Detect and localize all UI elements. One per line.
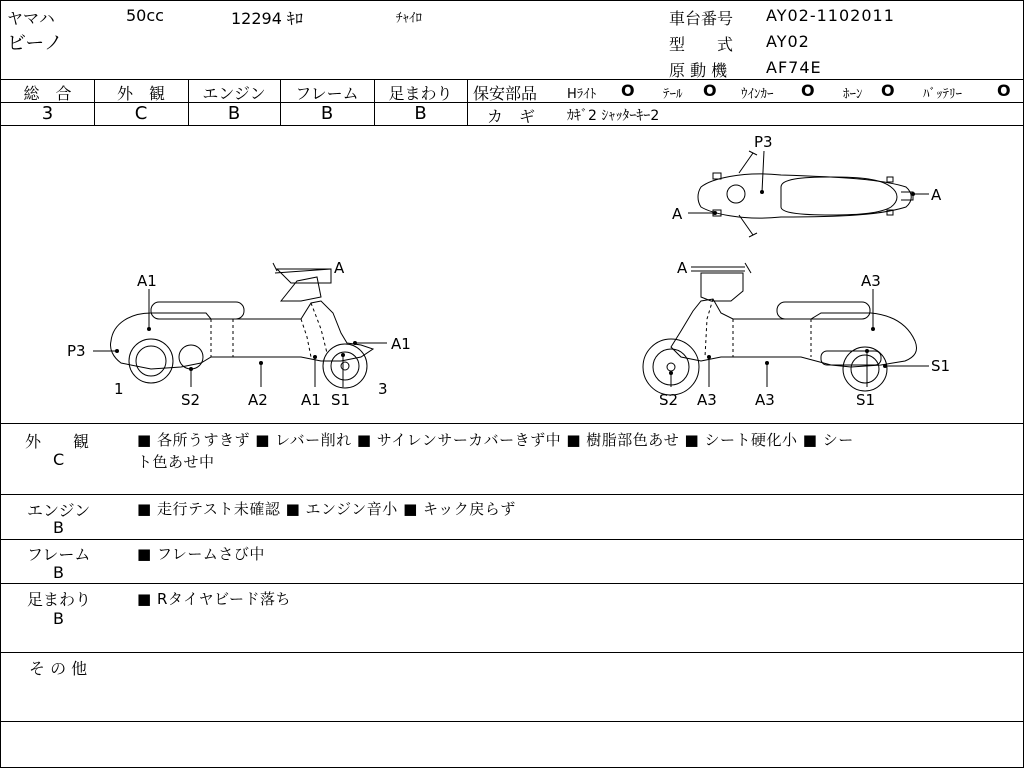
label-left-a1-front: A1 xyxy=(391,335,411,353)
model-name: ビーノ xyxy=(7,32,63,54)
section-text-frame: ■ フレームさび中 xyxy=(137,545,265,563)
maker: ヤマハ xyxy=(7,9,55,28)
label-right-s1: S1 xyxy=(931,357,951,375)
divider xyxy=(1,583,1023,584)
key-label: カ ギ xyxy=(487,107,536,126)
section-text-exterior: ■ 各所うすきず ■ レバー削れ ■ サイレンサーカバーきず中 ■ 樹脂部色あせ ■ シート硬化小 ■ シー xyxy=(137,431,854,449)
section-grade-frame: B xyxy=(53,563,64,582)
label-left-num-3: 3 xyxy=(378,380,388,398)
divider xyxy=(1,79,1023,80)
grade-value-exterior: C xyxy=(134,103,148,124)
label-left-a1-seat: A1 xyxy=(137,272,157,290)
type-label: 型 式 xyxy=(669,35,734,54)
label-right-a3-a: A3 xyxy=(697,391,717,409)
grade-label-overall: 総 合 xyxy=(23,84,72,103)
type-value: AY02 xyxy=(766,32,810,51)
grade-value-frame: B xyxy=(320,103,334,124)
safety-mark-headlight: O xyxy=(621,81,635,100)
frame-no-label: 車台番号 xyxy=(669,9,734,28)
label-left-a2: A2 xyxy=(248,391,268,409)
engine-value: AF74E xyxy=(766,58,822,77)
displacement: 50cc xyxy=(126,6,164,25)
mileage: 12294 ｷﾛ xyxy=(231,9,303,28)
divider xyxy=(1,721,1023,722)
label-left-a1-bottom: A1 xyxy=(301,391,321,409)
frame-no: AY02-1102011 xyxy=(766,6,895,25)
label-right-a-top: A xyxy=(677,259,688,277)
divider xyxy=(467,79,468,125)
safety-mark-tail: O xyxy=(703,81,717,100)
color: ﾁｬｲﾛ xyxy=(396,11,422,26)
label-right-a3-seat: A3 xyxy=(861,272,881,290)
label-top-p3: P3 xyxy=(754,133,773,151)
section-grade-suspension: B xyxy=(53,609,64,628)
safety-item-winker: ｳｲﾝｶｰ xyxy=(741,87,774,102)
grade-value-overall: 3 xyxy=(41,103,54,124)
divider xyxy=(1,494,1023,495)
section-grade-exterior: C xyxy=(53,450,65,469)
safety-item-horn: ﾎｰﾝ xyxy=(843,87,863,102)
grade-value-suspension: B xyxy=(414,103,427,124)
label-left-a-top: A xyxy=(334,259,345,277)
grade-value-engine: B xyxy=(227,103,241,124)
section-text-suspension: ■ Rタイヤビード落ち xyxy=(137,590,291,608)
label-right-s1-bottom: S1 xyxy=(856,391,876,409)
grade-label-frame: フレーム xyxy=(295,84,359,103)
section-label-suspension: 足まわり xyxy=(27,590,92,609)
divider xyxy=(467,102,1023,103)
safety-mark-horn: O xyxy=(881,81,895,100)
key-text: ｶｷﾞ2 ｼｬｯﾀｰｷｰ2 xyxy=(567,108,660,124)
section-label-other: そ の 他 xyxy=(29,659,88,678)
grade-label-engine: エンジン xyxy=(202,84,266,103)
safety-item-tail: ﾃｰﾙ xyxy=(663,87,683,102)
label-top-a-right: A xyxy=(931,186,942,204)
divider xyxy=(1,539,1023,540)
label-left-p3: P3 xyxy=(67,342,86,360)
safety-item-battery: ﾊﾞｯﾃﾘｰ xyxy=(923,87,962,102)
section-grade-engine: B xyxy=(53,518,64,537)
grade-label-suspension: 足まわり xyxy=(388,84,453,103)
label-left-s1: S1 xyxy=(331,391,351,409)
safety-mark-battery: O xyxy=(997,81,1011,100)
section-label-engine: エンジン xyxy=(27,501,91,520)
scooter-top-view xyxy=(688,151,929,237)
label-right-s2: S2 xyxy=(659,391,679,409)
engine-label: 原 動 機 xyxy=(669,61,728,80)
label-left-num-1: 1 xyxy=(114,380,124,398)
divider xyxy=(1,423,1023,424)
grade-label-exterior: 外 観 xyxy=(116,84,165,103)
label-top-a-left: A xyxy=(672,205,683,223)
safety-item-headlight: Hﾗｲﾄ xyxy=(567,87,597,102)
section-label-frame: フレーム xyxy=(27,545,91,564)
damage-diagram xyxy=(1,126,1023,423)
label-left-s2: S2 xyxy=(181,391,201,409)
section-text-exterior-2: ト色あせ中 xyxy=(137,453,215,471)
section-text-engine: ■ 走行テスト未確認 ■ エンジン音小 ■ キック戻らず xyxy=(137,500,516,518)
safety-label: 保安部品 xyxy=(473,84,538,103)
safety-mark-winker: O xyxy=(801,81,815,100)
label-right-a3-b: A3 xyxy=(755,391,775,409)
divider xyxy=(1,652,1023,653)
scooter-right-view xyxy=(643,263,929,395)
section-label-exterior: 外 観 xyxy=(25,432,90,451)
